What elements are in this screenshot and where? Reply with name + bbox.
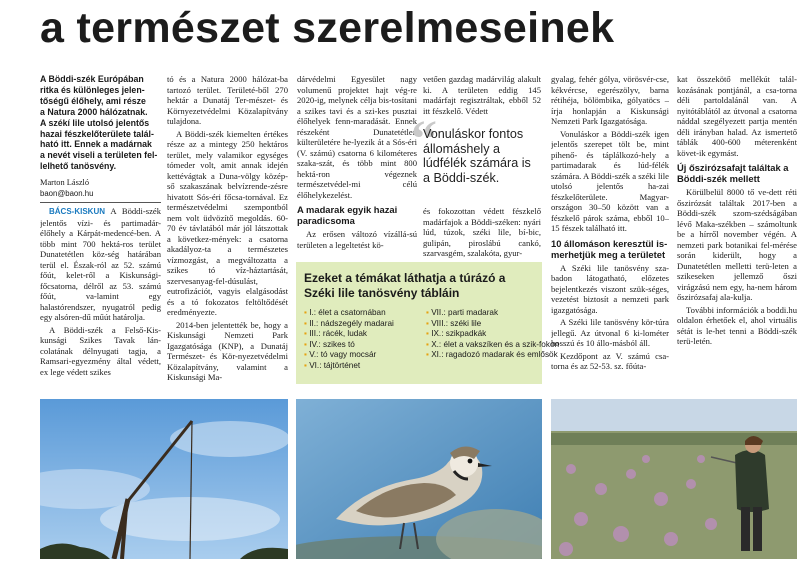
pull-quote-text: Vonuláskor fontos állomáshely a lúdfélék számára is a Böddi-szék. [423, 127, 531, 185]
subheading: A madarak egyik hazai paradicsoma [297, 204, 398, 226]
location-kicker: BÁCS-KISKUN [49, 207, 105, 217]
lead-line: a nevét viseli a területen fel- [40, 150, 158, 161]
quote-mark-icon: “ [411, 111, 437, 168]
list-item: ▪ XI.: ragadozó madarak és emlősök [426, 350, 538, 361]
paragraph: tó és a Natura 2000 hálózat-ba tartozó terület. Területé-ből 270 hektár a Dunatáj Ter-mészet- és Környezetvédelmi Közalapítvány tulajdona. [167, 74, 288, 126]
subheading: 10 állomáson keresztül is-merhetjük meg a területet [551, 237, 668, 260]
lead-line: A Böddi-szék Európában [40, 74, 144, 84]
column-5 [551, 74, 669, 392]
list-item: ▪ VIII.: széki lile [426, 319, 538, 330]
pull-quote [423, 127, 539, 185]
headline: a természet szerelmeseinek [40, 4, 615, 52]
column-2 [167, 74, 288, 392]
lead-line: ható itt. Ennek a madárnak [40, 139, 152, 150]
paragraph: Kezdőpont az V. számú csa-torna és az 52-53. sz. főúta- [551, 350, 669, 371]
list-item: ▪ II.: nádszegély madarai [304, 319, 422, 330]
subheading: Új őszirózsafajt találtak a Böddi-szék mellett [677, 162, 789, 184]
paragraph: A Széki lile tanösvény kör-túra jellegű. Az útvonal 6 ki-lométer hosszú és 10 állo-másból áll. [551, 317, 669, 348]
list-item: ▪ IV.: szikes tó [304, 340, 422, 351]
paragraph [40, 206, 161, 323]
lead-line: A székí lile utolsó jelentős [40, 117, 150, 128]
paragraph: dárvédelmi Egyesület nagy volumenű projektet hajt vég-re 2020-ig, melynek célja bis-tosítani a szikes tavi és a szi-kes pusztai élőhelyek fenn-maradását. Ennek részeként Dunatetétlen külterületére he-lyezik át a Sós-éri (V. számú) csatorna 6 kilométeres szaka-szát, és több mint 800 hektá-ron végeznek természetvédel-mi célú élőhelykezelést. [297, 74, 417, 200]
list-item: ▪ V.: tó vagy mocsár [304, 350, 422, 361]
list-item: ▪ VII.: parti madarak [426, 308, 538, 319]
lead-line: ritka és különleges jelen- [40, 84, 145, 95]
paragraph: gyalag, fehér gólya, vörösvér-cse, kékvércse, egerészölyv, barna rétihéja, bölömbika, gólyatöcs – írja honlapján a Kiskunsági Nemzeti Park Igazgatósága. [551, 74, 669, 126]
infobox [296, 262, 560, 384]
paragraph: kat összekötő mellékút talál-kozásának pontjánál, a csa-torna déli partoldalánál van. A nyitótáblától az útvonal a csatorna náddal szegélyezett partja mentén déli irányban halad. Az ismertető táblák 400-600 méterenként követ-ik egymást. [677, 74, 797, 158]
photo-kentish-plover [296, 399, 542, 559]
paragraph: A Böddi-szék a Felső-Kis-kunsági Szikes Tavak lán-colatának délnyugati tagja, a Ramsari-egyezmény által védett, ex lege védett szikes [40, 324, 161, 377]
photo-field-researcher [551, 399, 797, 559]
photo-well-sweep [40, 399, 288, 559]
author-email[interactable]: baon@baon.hu [40, 189, 161, 204]
paragraph: További információk a boddi.hu oldalon érhetőek el, ahol virtuális sétát is le-het tenni a Böddi-szék terü-letén. [677, 304, 797, 346]
lead-line: lelhető tanösvény. [40, 161, 117, 172]
lead-line: a Natura 2000 hálózatnak. [40, 106, 148, 117]
list-item: ▪ X.: élet a vakszíken és a szik-fokon [426, 340, 538, 351]
list-item: ▪ IX.: szikpadkák [426, 329, 538, 340]
paragraph: és fokozottan védett fészkelő madárfajok a Böddi-széken: nyári lúd, túzok, széki lile, bí-bic, gulipán, piroslábú cankó, szarvasgém, szalakóta, gyur- [423, 206, 541, 258]
paragraph-text: A Böddi-szék jelentős vízi- és partimadár-élőhely a Kárpát-medencé-ben. A több mint 700 hektá-ros terület Dunatetétlen köz-ség határában terül el. Észak-ról az 52. számú főút, kelet-ről a Kiskunsági-főcsatorna, délről az 53. számú főút, va-lamint egy halastórendszer, nyugatról pedig egy alsóren-dű műút határolja. [40, 206, 161, 323]
paragraph: A Széki lile tanösvény sza-badon látogatható, előzetes bejelentkezés viszont szük-séges, vezetést biztosít a nemzeti park igazgatósága. [551, 262, 669, 315]
column-4-bottom [423, 206, 541, 260]
lead-paragraph [40, 74, 161, 172]
paragraph: Körülbelül 8000 tő ve-dett réti őszirózsát találtak 2017-ben a Böddi-szék szom-szédságában lévő Maka-székben – számoltunk be a hírről november végén. A nemzeti park botanikai fel-mérése során kiderült, hogy a Dunatetétlen melletti terü-leten a szikeseken jellemző őszi virágzású nem egy, ha-nem három őszirózsafaj ala-kulja. [677, 187, 797, 302]
infobox-list-right [426, 308, 560, 361]
list-item: ▪ I.: élet a csatornában [304, 308, 422, 319]
column-3 [297, 74, 417, 260]
column-6 [677, 74, 797, 392]
infobox-title: Ezeket a témákat láthatja a túrázó a Széki lile tanösvény tábláin [304, 271, 506, 300]
lead-line: hazai fészkelőterülete talál- [40, 128, 154, 139]
author-name: Marton László [40, 178, 90, 188]
paragraph: Az erősen változó vízállá-sú területen a legeltetést kö- [297, 229, 417, 250]
list-item: ▪ III.: rácék, ludak [304, 329, 422, 340]
column-1 [40, 74, 161, 392]
paragraph: 2014-ben jelentették be, hogy a Kiskunsági Nemzeti Park Igazgatósága (KNP), a Dunatáj Természet- és Kör-nyezetvédelmi Közalapítvány, valamint a Kiskunsági Ma- [167, 319, 288, 382]
paragraph: vetően gazdag madárvilág alakult ki. A területen eddig 145 madárfajt regisztráltak, ebből 52 itt fészkelő. Védett [423, 74, 541, 116]
list-item: ▪ VI.: tájtörténet [304, 361, 422, 372]
lead-line: tőségű élőhely, ami része [40, 95, 146, 106]
column-4-top [423, 74, 541, 120]
infobox-list-left [304, 308, 422, 372]
paragraph: A Böddi-szék kiemelten értékes része az a mintegy 250 hektáros terület, mely valamikor egységes tómeder volt, amit annak idején kettévágtak a Duna-völgy közép-ső szakaszának belvízrende-zésre hivatott Sós-éri főcsa-tornával. Ez természetvédelmi szempontból nem volt üdvözítő megoldás. 60-70 év távlatából már jól látszottak a következ-mények: a csatorna akadályoz-ta a természetes vízmozgást, a megváltozatta a szikes tó víz-háztartását, szervesanyag-fel-dúsulást, eutrofizációt, vagyis elalgásodást és a tó fokozatos feltöltődését eredményezte. [167, 128, 288, 317]
paragraph: Vonuláskor a Böddi-szék igen jelentős szerepet tölt be, mint pihenő- és táplálkozó-hely a partimadarak és lúd-félék számára. A Böddi-szék a széki lile utolsó jelentős ha-zai fészkelőterülete. Magyar-országon 30–50 között van a fészkelő párok száma, ebből 10–15 fészek található itt. [551, 128, 669, 233]
